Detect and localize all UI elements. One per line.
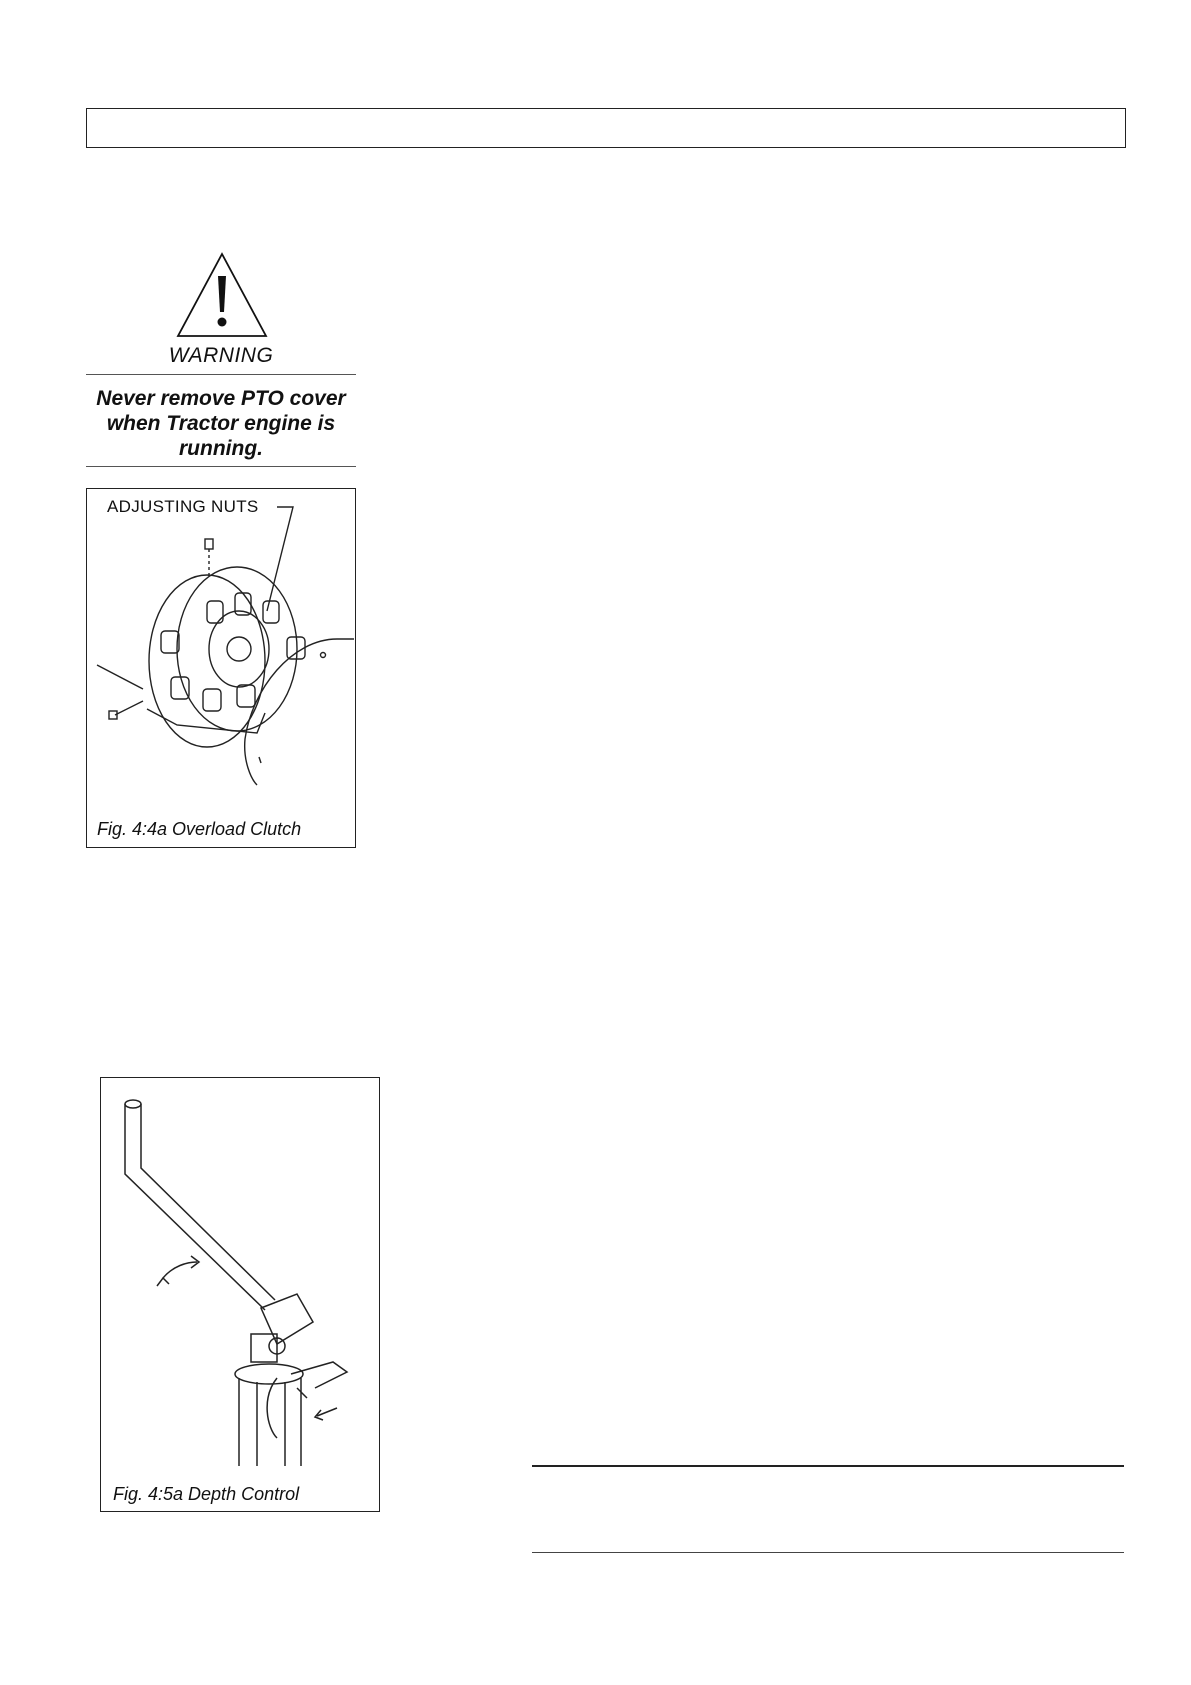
depth-control-illustration — [101, 1078, 378, 1510]
figure-caption-depth-control: Fig. 4:5a Depth Control — [113, 1484, 300, 1504]
warning-text-line-3: running. — [179, 437, 263, 460]
warning-text-line-1: Never remove PTO cover — [96, 387, 346, 410]
figure-caption-overload-clutch: Fig. 4:4a Overload Clutch — [97, 819, 302, 839]
figure-label-adjusting-nuts: ADJUSTING NUTS — [107, 497, 259, 516]
figure-depth-control — [100, 1077, 380, 1512]
footer-rule-top — [532, 1465, 1124, 1467]
warning-title: WARNING — [168, 344, 274, 367]
figure-overload-clutch — [86, 488, 356, 848]
warning-text-line-2: when Tractor engine is — [106, 412, 336, 435]
warning-top-rule — [86, 374, 356, 375]
overload-clutch-illustration — [87, 489, 354, 846]
warning-triangle-icon — [174, 250, 270, 340]
warning-text — [86, 386, 356, 461]
page-header-box — [86, 108, 1126, 148]
footer-rule-bottom — [532, 1552, 1124, 1553]
warning-bottom-rule — [86, 466, 356, 467]
